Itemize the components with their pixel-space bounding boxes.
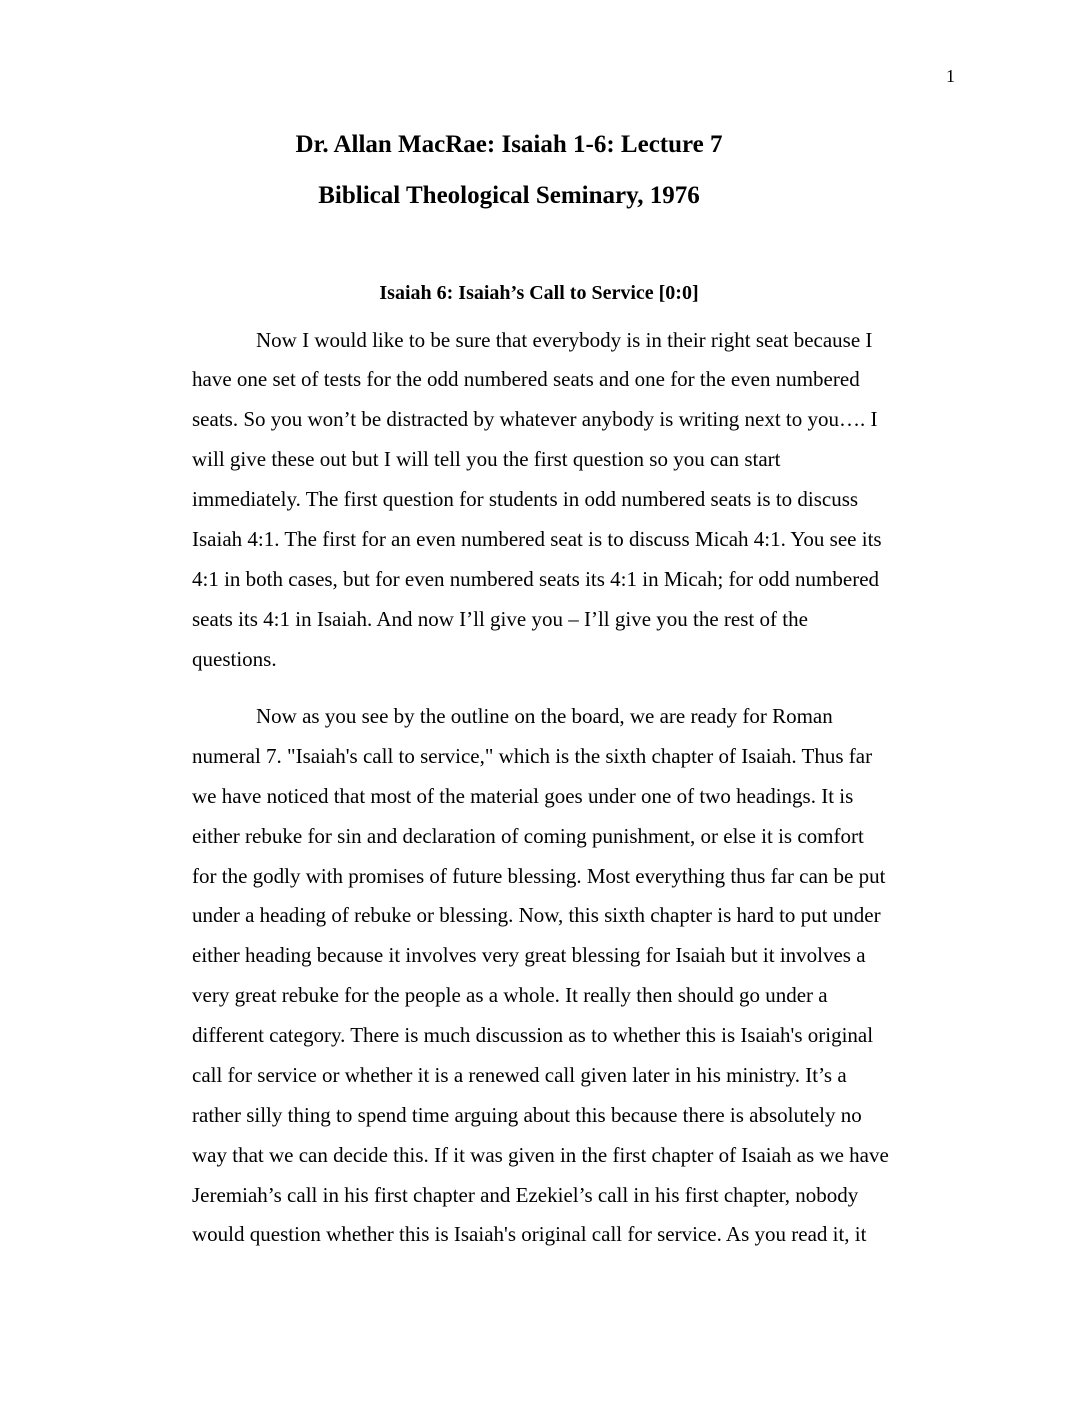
paragraph-line: Jeremiah’s call in his first chapter and Ezekiel’s call in his first chapter, nobody — [192, 1183, 859, 1207]
paragraph-line: seats. So you won’t be distracted by whatever anybody is writing next to you…. I — [192, 407, 878, 431]
paragraph-line: questions. — [192, 647, 277, 671]
paragraph-line: for the godly with promises of future blessing. Most everything thus far can be put — [192, 864, 886, 888]
paragraph-line: call for service or whether it is a renewed call given later in his ministry. It’s a — [192, 1063, 847, 1087]
paragraph-line: under a heading of rebuke or blessing. Now, this sixth chapter is hard to put under — [192, 903, 881, 927]
title-line-1: Dr. Allan MacRae: Isaiah 1-6: Lecture 7 — [295, 131, 723, 158]
paragraph-line: either heading because it involves very great blessing for Isaiah but it involves a — [192, 943, 866, 967]
paragraph-line: Now I would like to be sure that everybody is in their right seat because I — [256, 328, 873, 352]
paragraph-line: Now as you see by the outline on the board, we are ready for Roman — [256, 704, 833, 728]
paragraph-line: immediately. The first question for students in odd numbered seats is to discuss — [192, 487, 859, 511]
section-heading: Isaiah 6: Isaiah’s Call to Service [0:0] — [379, 282, 699, 304]
title-line-2: Biblical Theological Seminary, 1976 — [318, 182, 700, 209]
paragraph-line: either rebuke for sin and declaration of coming punishment, or else it is comfort — [192, 824, 864, 848]
paragraph-line: way that we can decide this. If it was given in the first chapter of Isaiah as we have — [192, 1143, 889, 1167]
paragraph-line: numeral 7. "Isaiah's call to service," which is the sixth chapter of Isaiah. Thus far — [192, 744, 873, 768]
page-number: 1 — [946, 66, 955, 86]
paragraph-line: we have noticed that most of the material goes under one of two headings. It is — [192, 784, 854, 808]
paragraph-line: very great rebuke for the people as a whole. It really then should go under a — [192, 983, 828, 1007]
paragraph-line: rather silly thing to spend time arguing about this because there is absolutely no — [192, 1103, 862, 1127]
paragraph-line: would question whether this is Isaiah's original call for service. As you read it, it — [192, 1222, 867, 1246]
paragraph-line: seats its 4:1 in Isaiah. And now I’ll give you – I’ll give you the rest of the — [192, 607, 808, 631]
paragraph-line: different category. There is much discussion as to whether this is Isaiah's original — [192, 1023, 874, 1047]
paragraph-line: Isaiah 4:1. The first for an even numbered seat is to discuss Micah 4:1. You see its — [192, 527, 882, 551]
paragraph-line: have one set of tests for the odd numbered seats and one for the even numbered — [192, 367, 860, 391]
paragraph-line: will give these out but I will tell you the first question so you can start — [192, 447, 781, 471]
paragraph-line: 4:1 in both cases, but for even numbered seats its 4:1 in Micah; for odd numbered — [192, 567, 880, 591]
